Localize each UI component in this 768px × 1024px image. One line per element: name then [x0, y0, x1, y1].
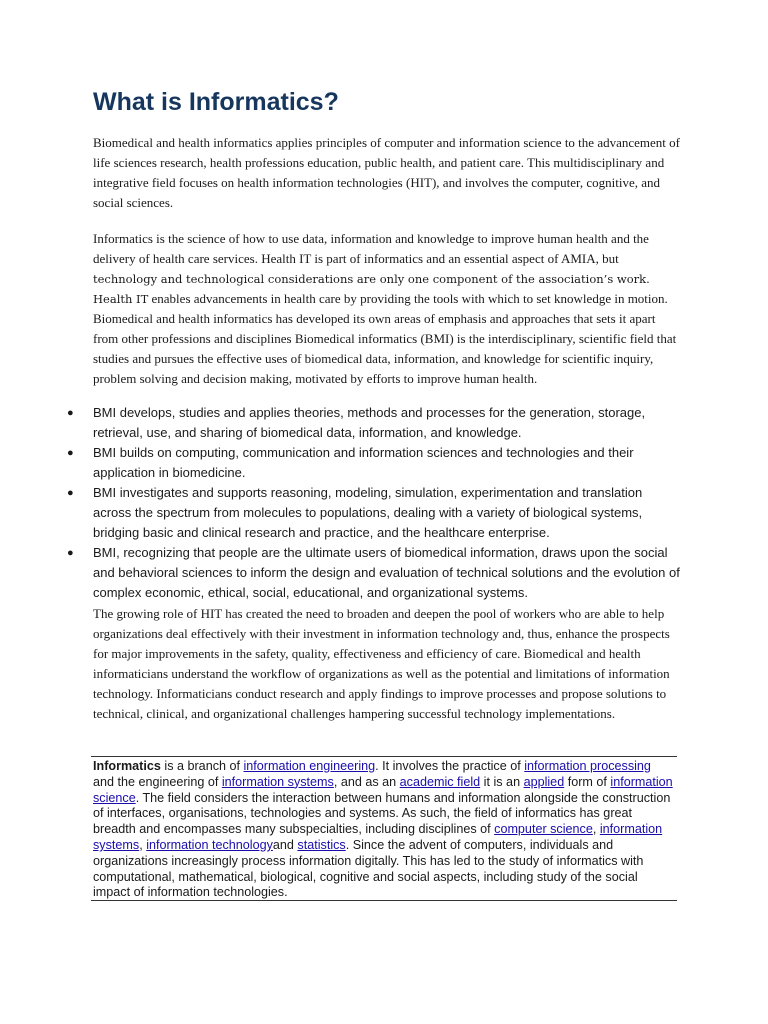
- paragraph-text-part: technology and technological considerations are only one component of the association’s work. Health IT: [93, 272, 650, 306]
- wikipedia-excerpt: [91, 756, 677, 901]
- page-title: What is Informatics?: [93, 88, 339, 116]
- link-information-processing[interactable]: information processing: [524, 759, 651, 773]
- bmi-bullet-list: [67, 403, 683, 603]
- excerpt-text: . Since the advent of computers, individuals and organizations increasingly process information digitally. This has led to the study of informatics with computational, mathematical, biological, cognitive and social aspects, including study of the social impact of information technologies.: [93, 837, 644, 900]
- link-statistics[interactable]: statistics: [297, 837, 346, 852]
- list-item-text: BMI develops, studies and applies theories, methods and processes for the generation, storage, retrieval, use, and sharing of biomedical data, information, and knowledge.: [93, 405, 646, 440]
- list-item: [67, 443, 683, 483]
- list-item-text: BMI builds on computing, communication and information sciences and technologies and their application in biomedicine.: [93, 445, 634, 480]
- excerpt-text: it is an: [480, 774, 524, 789]
- excerpt-text: ,: [139, 837, 147, 852]
- link-information-engineering[interactable]: information engineering: [243, 759, 376, 773]
- excerpt-text: and: [272, 837, 298, 852]
- excerpt-text: form of: [564, 774, 611, 789]
- excerpt-text: and the engineering of: [93, 774, 222, 789]
- link-academic-field[interactable]: academic field: [399, 774, 481, 789]
- excerpt-text: is a branch of: [160, 759, 244, 773]
- bullet-icon: ●: [67, 407, 74, 419]
- bullet-icon: ●: [67, 447, 74, 459]
- term-bold: Informatics: [93, 759, 161, 773]
- list-item: [67, 543, 683, 603]
- paragraph-text-part: Informatics is the science of how to use data, information and knowledge to improve human health and the delivery of health care services. Health IT is part of informatics and an essential aspect of AMIA, but: [93, 231, 649, 266]
- informatics-definition-paragraph: [93, 229, 683, 389]
- paragraph-text-part: enables advancements in health care by providing the tools with which to set knowledge in motion. Biomedical and health informatics has developed its own areas of emphasis and approaches that sets it apart from other professions and disciplines Biomedical informatics (BMI) is the interdisciplinary, scientific field that studies and pursues the effective uses of biomedical data, information, and knowledge for scientific inquiry, problem solving and decision making, motivated by efforts to improve human health.: [93, 291, 677, 386]
- bullet-icon: ●: [67, 547, 74, 559]
- bullet-icon: ●: [67, 487, 74, 499]
- link-applied[interactable]: applied: [523, 774, 565, 789]
- link-information-systems[interactable]: information systems: [221, 774, 334, 789]
- hit-workforce-paragraph: The growing role of HIT has created the need to broaden and deepen the pool of workers who are able to help organizations deal effectively with their investment in information technology and, thus, enhance the prospects for major improvements in the safety, quality, effectiveness and efficiency of care. Biomedical and health informaticians understand the workflow of organizations as well as the potential and limitations of information technology. Informaticians conduct research and apply findings to improve processes and propose solutions to technical, clinical, and organizational challenges hampering successful technology implementations.: [93, 606, 670, 721]
- link-information-technology[interactable]: information technology: [146, 837, 273, 852]
- link-information-systems-2[interactable]: information systems: [93, 822, 663, 852]
- excerpt-text: ,: [592, 822, 600, 837]
- excerpt-text: , and as an: [333, 774, 400, 789]
- list-item-text: BMI investigates and supports reasoning, modeling, simulation, experimentation and translation across the spectrum from molecules to populations, dealing with a variety of biological systems, bridging basic and clinical research and practice, and the healthcare enterprise.: [93, 485, 643, 540]
- list-item-text: BMI, recognizing that people are the ultimate users of biomedical information, draws upon the social and behavioral sciences to inform the design and evaluation of technical solutions and the evolution of complex economic, ethical, social, educational, and organizational systems.: [93, 545, 680, 600]
- excerpt-text: . The field considers the interaction between humans and information alongside the construction of interfaces, organisations, technologies and systems. As such, the field of informatics has great breadth and encompasses many subspecialties, including disciplines of: [93, 790, 671, 837]
- link-information-science[interactable]: information science: [93, 774, 673, 805]
- excerpt-text: . It involves the practice of: [375, 759, 525, 773]
- link-computer-science[interactable]: computer science: [494, 822, 593, 837]
- list-item: [67, 403, 683, 443]
- intro-paragraph: Biomedical and health informatics applies principles of computer and information science to the advancement of life sciences research, health professions education, public health, and patient care. This multidisciplinary and integrative field focuses on health information technologies (HIT), and involves the computer, cognitive, and social sciences.: [93, 135, 680, 210]
- list-item: [67, 483, 683, 543]
